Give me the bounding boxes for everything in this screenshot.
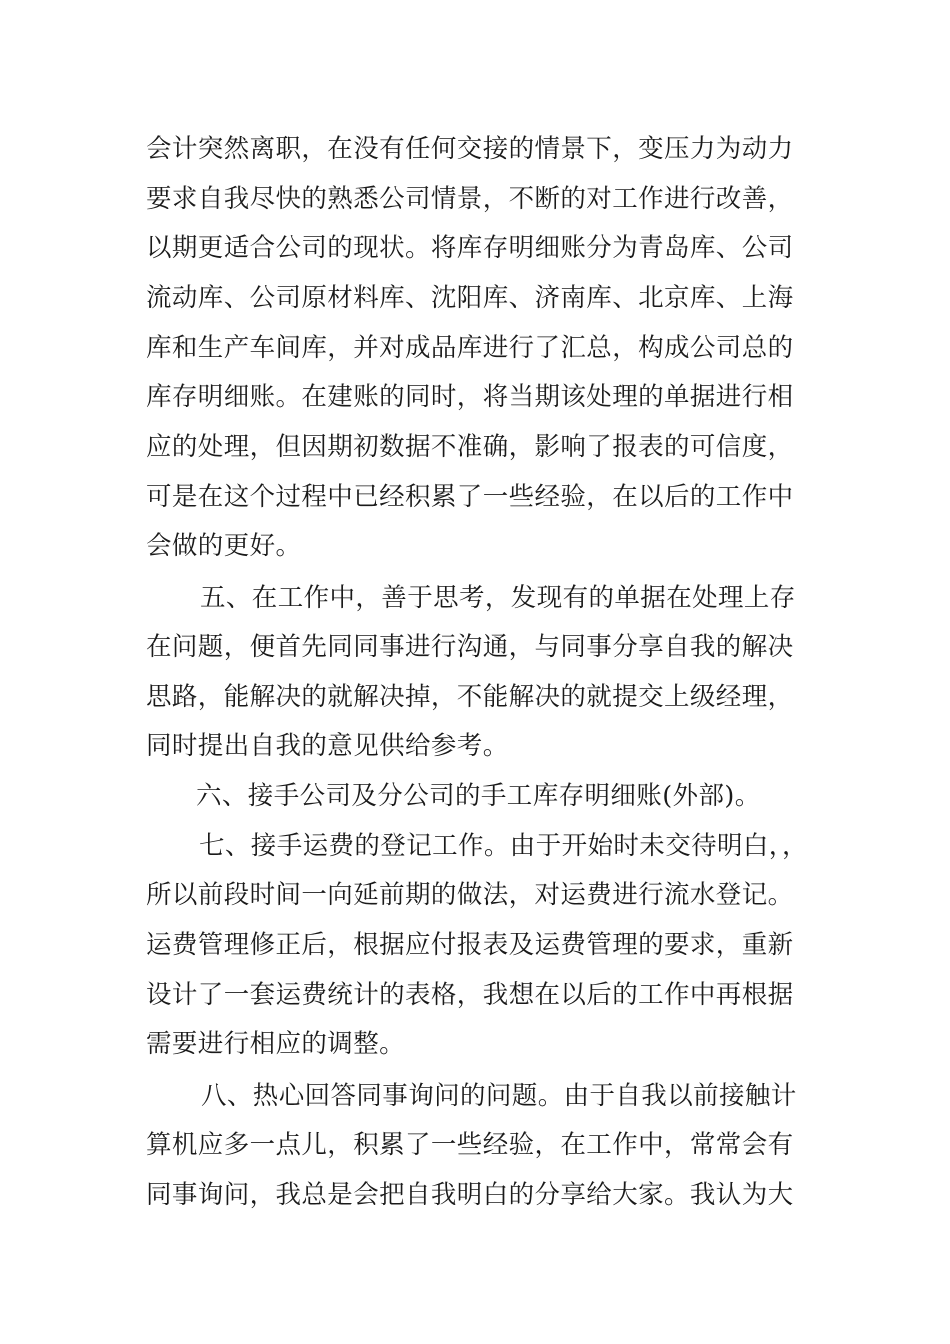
text-line: 以期更适合公司的现状。将库存明细账分为青岛库、公司 bbox=[146, 233, 794, 263]
text-line: 在问题，便首先同同事进行沟通，与同事分享自我的解决 bbox=[146, 632, 794, 662]
text-line: 可是在这个过程中已经积累了一些经验，在以后的工作中 bbox=[146, 482, 794, 512]
paragraph-first-line: 八、热心回答同事询问的问题。由于自我以前接触计 bbox=[201, 1081, 797, 1111]
text-line: 所以前段时间一向延前期的做法，对运费进行流水登记。 bbox=[146, 880, 794, 910]
paragraph-first-line: 七、接手运费的登记工作。由于开始时未交待明白，， bbox=[199, 831, 808, 861]
text-line: 应的处理，但因期初数据不准确，影响了报表的可信度， bbox=[146, 432, 794, 462]
text-line: 要求自我尽快的熟悉公司情景，不断的对工作进行改善， bbox=[146, 184, 794, 214]
text-line: 算机应多一点儿，积累了一些经验，在工作中，常常会有 bbox=[146, 1130, 794, 1160]
text-line: 库和生产车间库，并对成品库进行了汇总，构成公司总的 bbox=[146, 333, 794, 363]
text-line: 库存明细账。在建账的同时，将当期该处理的单据进行相 bbox=[146, 382, 794, 412]
text-line: 思路，能解决的就解决掉，不能解决的就提交上级经理， bbox=[146, 682, 794, 712]
paragraph-first-line: 六、接手公司及分公司的手工库存明细账(外部)。 bbox=[196, 781, 761, 811]
text-line: 运费管理修正后，根据应付报表及运费管理的要求，重新 bbox=[146, 930, 794, 960]
paragraph-first-line: 五、在工作中，善于思考，发现有的单据在处理上存 bbox=[200, 583, 796, 613]
text-line: 会计突然离职，在没有任何交接的情景下，变压力为动力 bbox=[146, 134, 794, 164]
text-line: 需要进行相应的调整。 bbox=[146, 1029, 406, 1059]
text-line: 流动库、公司原材料库、沈阳库、济南库、北京库、上海 bbox=[146, 283, 794, 313]
text-line: 设计了一套运费统计的表格，我想在以后的工作中再根据 bbox=[146, 980, 794, 1010]
text-line: 同时提出自我的意见供给参考。 bbox=[146, 731, 509, 761]
text-line: 会做的更好。 bbox=[146, 531, 302, 561]
text-line: 同事询问，我总是会把自我明白的分享给大家。我认为大 bbox=[146, 1180, 794, 1210]
